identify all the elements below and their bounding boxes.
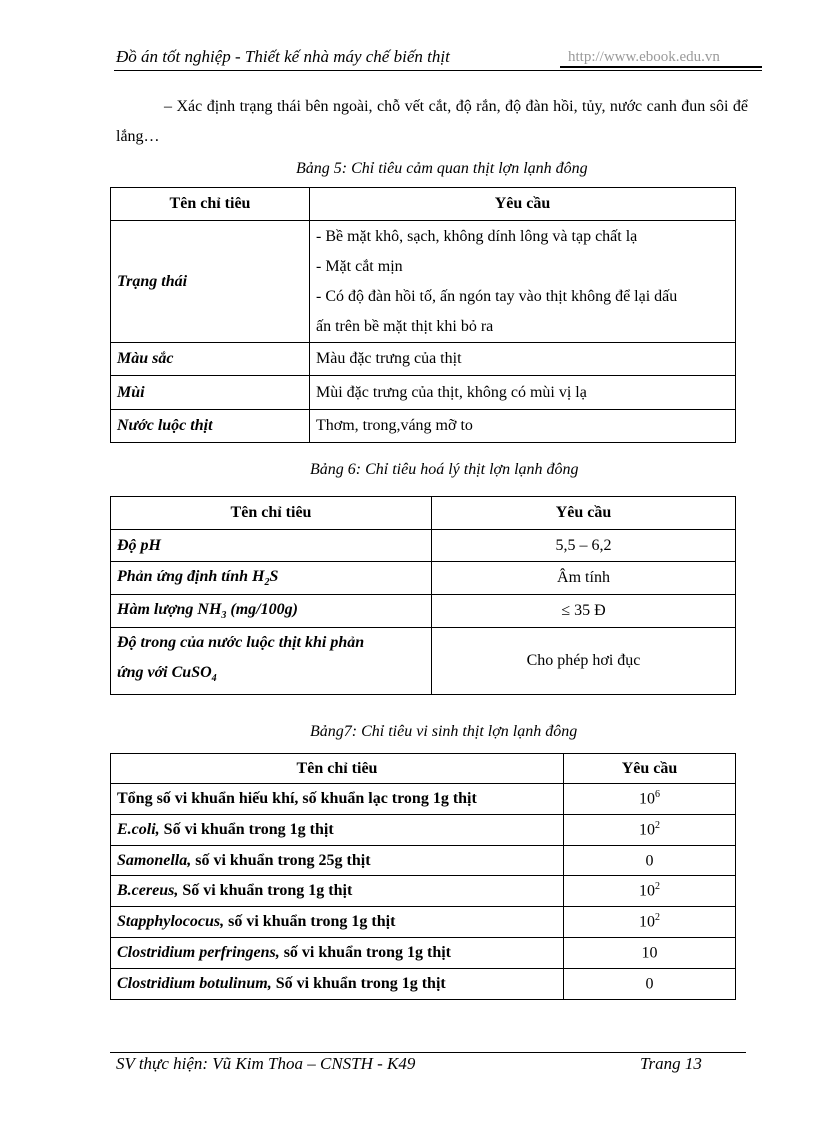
table5-row-name: Màu sắc	[111, 343, 310, 376]
table-row	[111, 907, 736, 938]
table6-row-name: Độ pH	[111, 530, 432, 562]
table5-row-req: Mùi đặc trưng của thịt, không có mùi vị lạ	[310, 376, 736, 410]
page-number: Trang 13	[640, 1054, 702, 1073]
table7-header-req: Yêu cầu	[564, 754, 736, 784]
table-row	[111, 343, 736, 376]
table5-req-line: - Bề mặt khô, sạch, không dính lông và tạp chất lạ	[316, 227, 638, 245]
table-row	[111, 595, 736, 628]
table5	[110, 187, 736, 443]
table6-row-name: Phản ứng định tính $H_2S$	[111, 562, 432, 595]
header-rule-thick	[560, 66, 762, 68]
table-row	[111, 562, 736, 595]
table-row	[111, 628, 736, 695]
table5-header-req: Yêu cầu	[310, 188, 736, 221]
table6-row-req: Cho phép hơi đục	[432, 628, 736, 695]
table5-req-line: ấn trên bề mặt thịt khi bỏ ra	[316, 317, 494, 335]
table-row	[111, 938, 736, 969]
table7-row-name: Stapphylococus, số vi khuẩn trong 1g thịt	[111, 907, 564, 938]
table5-row-req: Màu đặc trưng của thịt	[310, 343, 736, 376]
table7	[110, 753, 736, 1000]
table6-header-req: Yêu cầu	[432, 497, 736, 530]
table7-row-req: $10^2$	[564, 876, 736, 907]
table-row	[111, 846, 736, 876]
table7-row-req: $10^2$	[564, 907, 736, 938]
table7-header-name: Tên chỉ tiêu	[111, 754, 564, 784]
table7-row-name: Clostridium perfringens, số vi khuẩn trong 1g thịt	[111, 938, 564, 969]
footer-author: SV thực hiện: Vũ Kim Thoa – CNSTH - K49	[116, 1054, 416, 1073]
table7-row-req: $10^6$	[564, 784, 736, 815]
table7-caption: Bảng7: Chỉ tiêu vi sinh thịt lợn lạnh đông	[310, 723, 578, 740]
header-rule	[114, 70, 762, 71]
table6-row-req: 5,5 – 6,2	[432, 530, 736, 562]
intro-paragraph: – Xác định trạng thái bên ngoài, chỗ vết cắt, độ rắn, độ đàn hồi, tủy, nước canh đun sôi để lắng…	[116, 98, 748, 145]
header-title: Đồ án tốt nghiệp - Thiết kế nhà máy chế biến thịt	[116, 47, 450, 66]
table6-header-name: Tên chỉ tiêu	[111, 497, 432, 530]
table-row	[111, 376, 736, 410]
table7-row-name: Samonella, số vi khuẩn trong 25g thịt	[111, 846, 564, 876]
table7-row-name: Clostridium botulinum, Số vi khuẩn trong 1g thịt	[111, 969, 564, 1000]
table7-row-req: 0	[564, 969, 736, 1000]
table5-caption: Bảng 5: Chỉ tiêu cảm quan thịt lợn lạnh đông	[296, 160, 588, 177]
table7-row-name: Tổng số vi khuẩn hiếu khí, số khuẩn lạc trong 1g thịt	[111, 784, 564, 815]
table6-row-req: Âm tính	[432, 562, 736, 595]
table6-row-name: Hàm lượng $NH_3$ (mg/100g)	[111, 595, 432, 628]
header-url[interactable]: http://www.ebook.edu.vn	[568, 49, 720, 65]
table6-caption: Bảng 6: Chỉ tiêu hoá lý thịt lợn lạnh đông	[310, 461, 579, 478]
table5-req-line: - Mặt cắt mịn	[316, 257, 403, 275]
table-row	[111, 815, 736, 846]
table7-row-req: $10^2$	[564, 815, 736, 846]
table5-header-name: Tên chỉ tiêu	[111, 188, 310, 221]
table-row	[111, 410, 736, 443]
table7-row-name: E.coli, Số vi khuẩn trong 1g thịt	[111, 815, 564, 846]
table6	[110, 496, 736, 695]
table-row	[111, 784, 736, 815]
table-row	[111, 969, 736, 1000]
table5-row-name: Nước luộc thịt	[111, 410, 310, 443]
table7-row-req: 10	[564, 938, 736, 969]
table6-row-req: ≤ 35 Đ	[432, 595, 736, 628]
table5-row-name: Mùi	[111, 376, 310, 410]
footer-rule	[110, 1052, 746, 1053]
table5-req-line: - Có độ đàn hồi tố, ấn ngón tay vào thịt không để lại dấu	[316, 287, 678, 305]
table5-row-req: Thơm, trong,váng mỡ to	[310, 410, 736, 443]
table-row	[111, 221, 736, 343]
table7-row-name: B.cereus, Số vi khuẩn trong 1g thịt	[111, 876, 564, 907]
table-row	[111, 876, 736, 907]
table5-row-name: Trạng thái	[111, 221, 310, 343]
table6-row-name: Độ trong của nước luộc thịt khi phản ứng với CuSO$_4$	[111, 628, 432, 695]
table-row	[111, 530, 736, 562]
table7-row-req: 0	[564, 846, 736, 876]
